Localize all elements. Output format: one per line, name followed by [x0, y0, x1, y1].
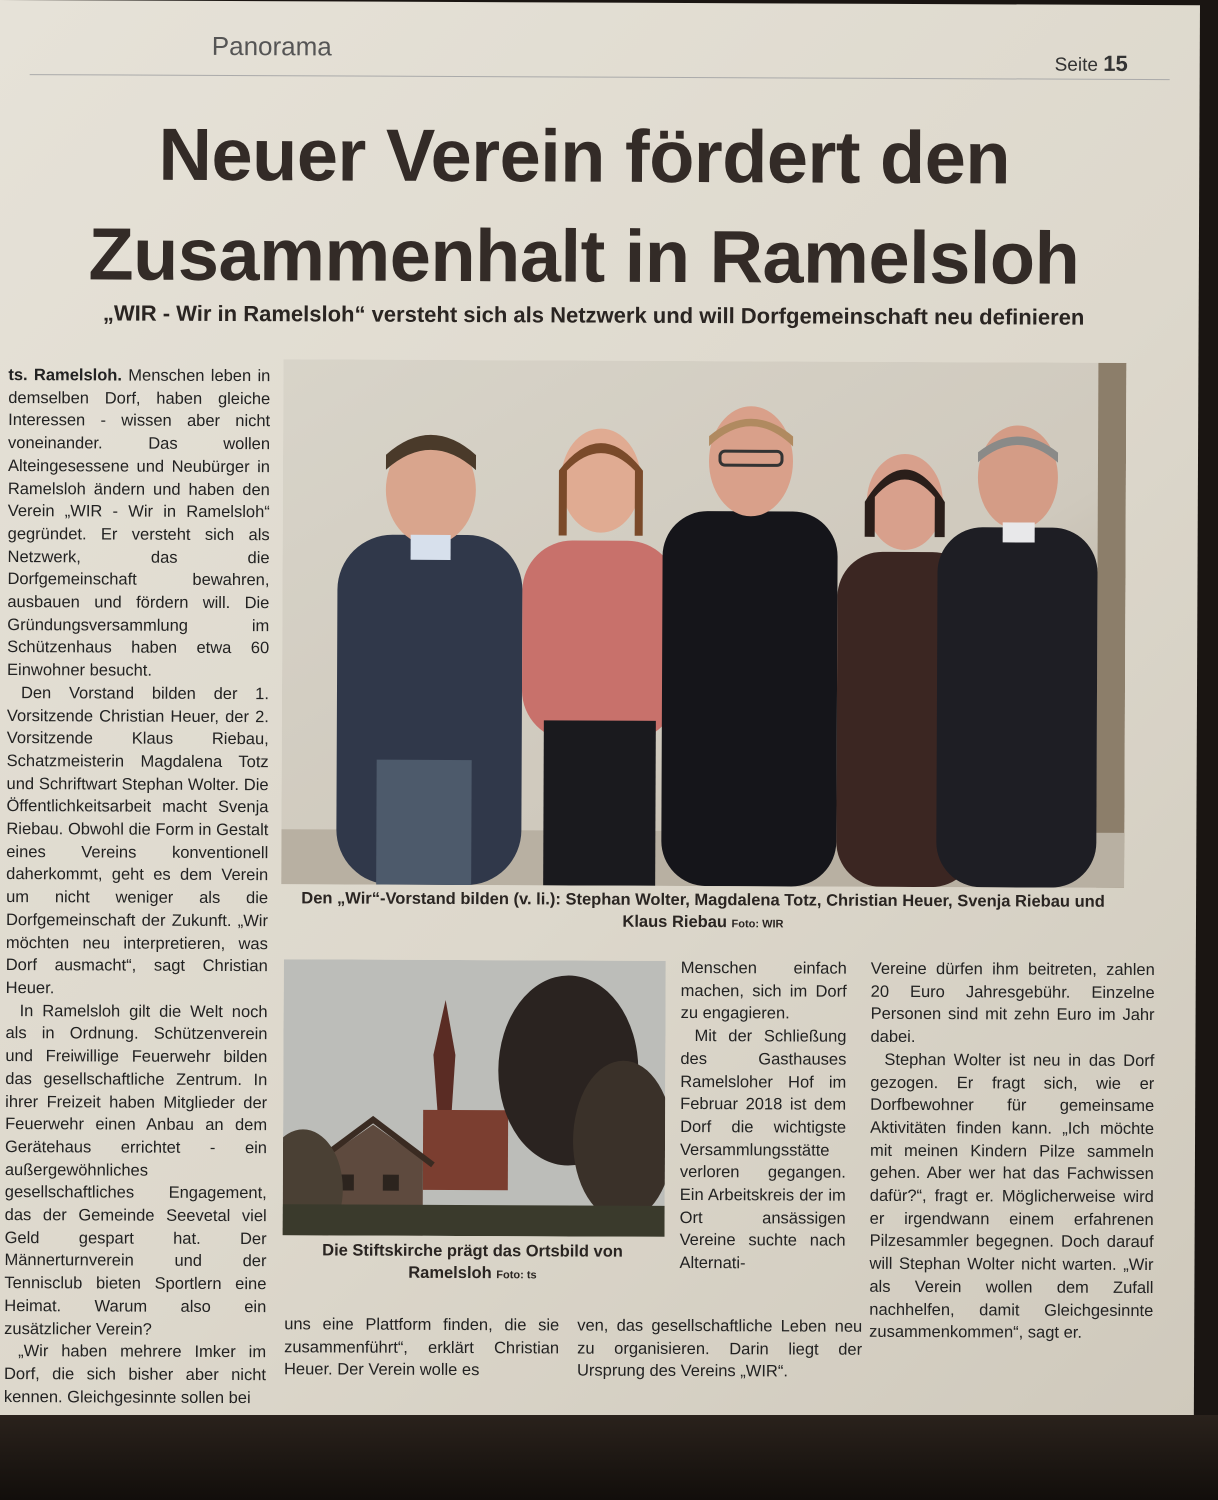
article-column-4 — [869, 958, 1155, 1345]
page-label: Seite — [1054, 54, 1099, 76]
paragraph — [7, 364, 270, 683]
caption-text: Den „Wir“-Vorstand bilden (v. li.): Stephan Wolter, Magdalena Totz, Christian Heuer, Svenja Riebau und Klaus Riebau — [301, 889, 1105, 932]
group-photo-image — [281, 359, 1126, 888]
paragraph: ven, das gesellschaftliche Leben neu zu organisieren. Darin liegt der Ursprung des Vereins „WIR“. — [576, 1316, 863, 1381]
header-rule — [30, 74, 1170, 80]
article-column-3a — [679, 957, 846, 1276]
photo-credit: Foto: ts — [496, 1269, 537, 1282]
church-photo — [283, 959, 666, 1237]
paragraph: Vereine dürfen ihm beitreten, zahlen 20 Euro Jahresgebühr. Einzelne Personen sind mit zehn Euro im Jahr dabei. — [870, 959, 1155, 1047]
page-number — [1055, 51, 1128, 77]
article-column-1 — [4, 364, 271, 1409]
headline — [39, 104, 1130, 309]
subheadline: „WIR - Wir in Ramelsloh“ versteht sich als Netzwerk und will Dorfgemeinschaft neu definieren — [102, 300, 1085, 330]
article-column-2 — [284, 1313, 559, 1382]
dateline: ts. Ramelsloh. — [8, 366, 123, 385]
section-label: Panorama — [211, 30, 332, 62]
paragraph: uns eine Plattform finden, die sie zusammenführt“, erklärt Christian Heuer. Der Verein wolle es — [283, 1315, 560, 1380]
group-photo-caption — [282, 887, 1124, 937]
caption-text: Die Stiftskirche prägt das Ortsbild von Ramelsloh — [322, 1241, 623, 1283]
paragraph: Stephan Wolter ist neu in das Dorf gezogen. Er fragt sich, wie er Dorfbewohner für gemeinsame Aktivitäten finden kann. „Ich möchte mit meinen Kindern Pilze sammeln gehen. Aber wer hat das Fachwissen dafür?“, fragt er. Möglicherweise wird er irgendwann einem erfahrenen Pilzesammler begegnen. Doch darauf will Stephan Wolter nicht warten. „Wir als Verein wollen dem Zufall nachhelfen, damit Gleichgesinnte zusammenkommen“, sagt er. — [869, 1050, 1155, 1342]
paragraph: „Wir haben mehrere Imker im Dorf, die sich bisher aber nicht kennen. Gleichgesinnte sollen bei — [3, 1342, 267, 1407]
headline-line-1: Neuer Verein fördert den — [158, 112, 1011, 200]
paragraph: Mit der Schließung des Gasthauses Ramelsloher Hof im Februar 2018 ist dem Dorf die wichtigste Versammlungsstätte verloren gegangen. Ein Arbeitskreis der im Ort ansässigen Vereine suchte nach Alternati- — [679, 1027, 847, 1273]
table-surface — [0, 1415, 1218, 1500]
church-photo-image — [283, 959, 666, 1237]
group-photo — [281, 359, 1126, 888]
photo-credit: Foto: WIR — [731, 918, 784, 931]
paragraph: Den Vorstand bilden der 1. Vorsitzende Christian Heuer, der 2. Vorsitzende Klaus Riebau, Schatzmeisterin Magdalena Totz und Schriftwart Stephan Wolter. Die Öffentlichkeitsarbeit macht Svenja Riebau. Obwohl die Form in Gestalt eines Vereins konventionell daherkommt, geht es dem Verein um nicht weniger als die Dorfgemeinschaft der Zukunft. „Wir möchten neu interpretieren, was Dorf ausmacht“, sagt Christian Heuer. — [5, 683, 270, 998]
page-number-value: 15 — [1103, 50, 1128, 76]
paragraph-text: Menschen leben in demselben Dorf, haben gleiche Interessen - wissen aber nicht voneinander. Das wollen Alteingesessene und Neubürger in Ramelsloh ändern und haben den Verein „WIR - Wir in Ramelsloh“ gegründet. Er versteht sich als Netzwerk, das die Dorfgemeinschaft bewahren, ausbauen und fördern will. Die Gründungsversammlung im Schützenhaus haben etwa 60 Einwohner besucht. — [7, 366, 271, 680]
article-column-3 — [577, 1315, 862, 1384]
paragraph: Menschen einfach machen, sich im Dorf zu engagieren. — [680, 958, 847, 1023]
church-photo-caption — [280, 1239, 664, 1287]
headline-line-2: Zusammenhalt in Ramelsloh — [88, 212, 1080, 300]
paragraph: In Ramelsloh gilt die Welt noch als in Ordnung. Schützenverein und Freiwillige Feuerwehr bilden das gesellschaftliche Zentrum. In ihrer Freizeit haben Mitglieder der Feuerwehr einen Anbau an dem Gerätehaus errichtet - ein außergewöhnliches gesellschaftliches Engagement, das der Gemeinde Seevetal viel Geld gespart hat. Der Männerturnverein und der Tennisclub bieten Sportlern eine Heimat. Warum also ein zusätzlicher Verein? — [4, 1001, 268, 1339]
